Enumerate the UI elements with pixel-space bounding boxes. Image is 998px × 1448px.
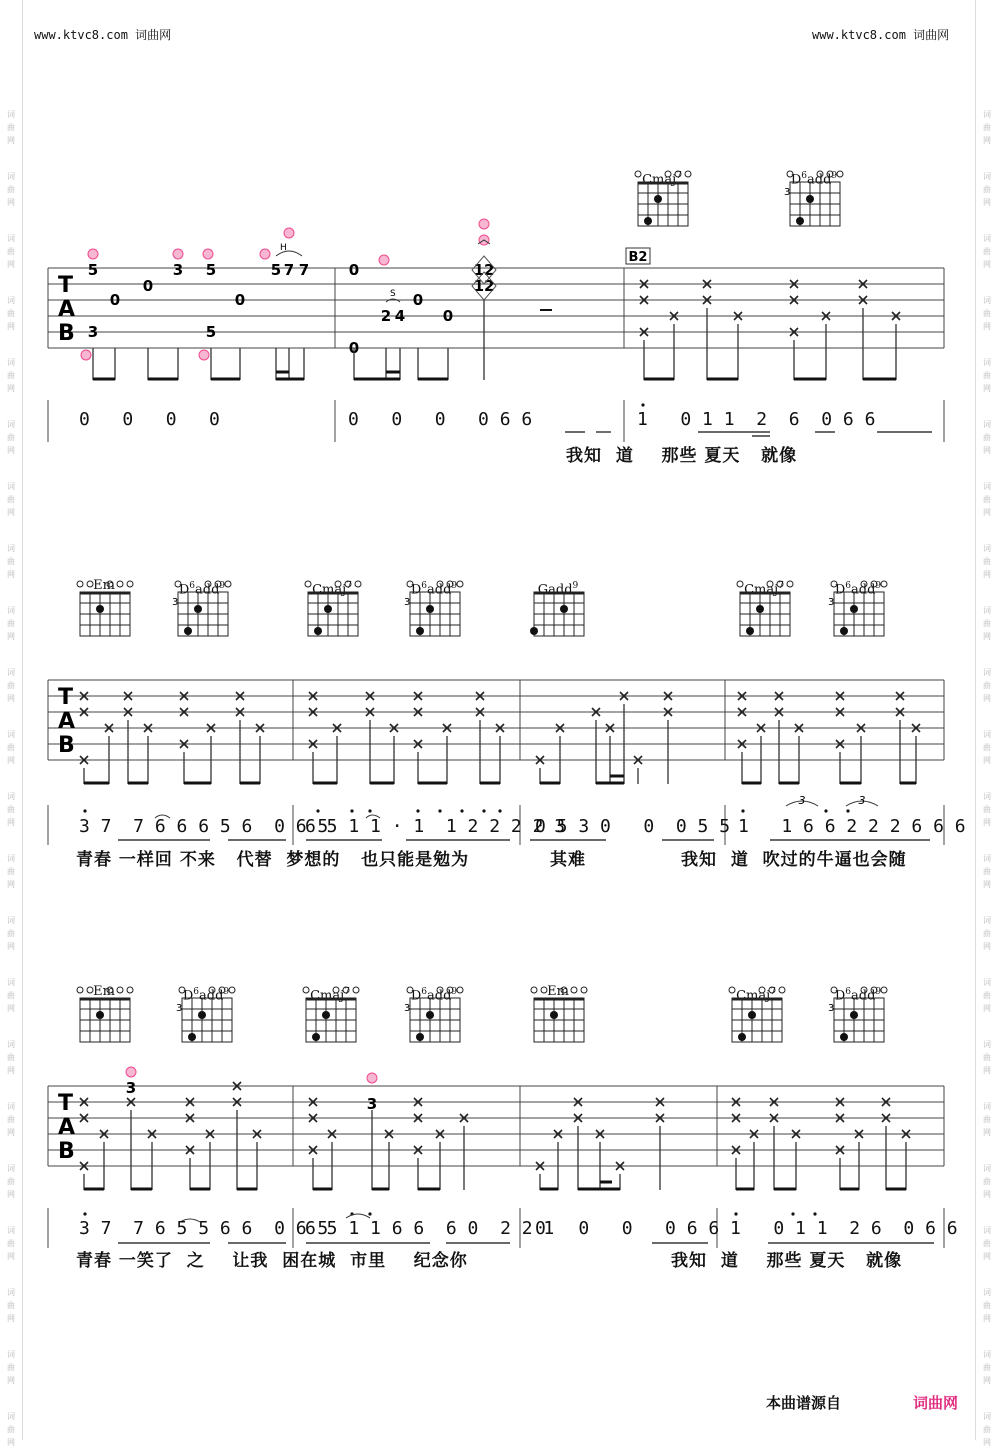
svg-text:0: 0 (234, 291, 246, 309)
svg-text:5: 5 (205, 261, 217, 279)
svg-text:3: 3 (828, 597, 835, 608)
watermark-glyph: 词 (983, 110, 991, 119)
svg-text:3: 3 (172, 597, 179, 608)
watermark-glyph: 词 (7, 234, 15, 243)
watermark-glyph: 曲 (7, 247, 15, 256)
watermark-glyph: 词 (983, 668, 991, 677)
watermark-glyph: 网 (7, 1190, 15, 1199)
watermark-glyph: 曲 (7, 867, 15, 876)
watermark-glyph: 网 (983, 136, 991, 145)
watermark-glyph: 词 (983, 1288, 991, 1297)
watermark-glyph: 词 (7, 296, 15, 305)
svg-text:0: 0 (109, 291, 121, 309)
svg-text:7: 7 (298, 261, 310, 279)
svg-text:0: 0 (348, 339, 360, 357)
watermark-glyph: 曲 (983, 371, 991, 380)
svg-text:0: 0 (442, 307, 454, 325)
watermark-glyph: 曲 (7, 1115, 15, 1124)
svg-text:3: 3 (172, 261, 184, 279)
watermark-glyph: 曲 (7, 1301, 15, 1310)
svg-text:3: 3 (176, 1003, 183, 1014)
chord-name: Cmaj$^7$ (744, 581, 784, 598)
watermark-glyph: 曲 (983, 123, 991, 132)
svg-text:S: S (390, 289, 396, 299)
svg-text:T: T (58, 1091, 74, 1116)
watermark-glyph: 词 (7, 1040, 15, 1049)
watermark-glyph: 曲 (7, 1425, 15, 1434)
jianpu-bar-5: 6 5 1 1 · 1 1 2 2 2 2 3 (305, 816, 566, 837)
watermark-glyph: 词 (7, 916, 15, 925)
watermark-glyph: 词 (983, 792, 991, 801)
x-noteheads-s3 (80, 1082, 910, 1170)
watermark-glyph: 曲 (983, 1053, 991, 1062)
watermark-glyph: 词 (983, 1102, 991, 1111)
watermark-glyph: 网 (983, 322, 991, 331)
svg-text:B: B (58, 321, 75, 346)
fret-marker: 3 (784, 187, 791, 198)
watermark-glyph: 网 (7, 880, 15, 889)
watermark-glyph: 词 (983, 854, 991, 863)
watermark-glyph: 词 (7, 482, 15, 491)
watermark-glyph: 网 (983, 942, 991, 951)
header-url-right[interactable]: www.ktvc8.com (812, 28, 906, 42)
watermark-glyph: 曲 (7, 681, 15, 690)
watermark-glyph: 曲 (983, 929, 991, 938)
watermark-glyph: 曲 (7, 1053, 15, 1062)
watermark-glyph: 词 (7, 668, 15, 677)
watermark-glyph: 词 (983, 1226, 991, 1235)
watermark-glyph: 网 (983, 1252, 991, 1261)
svg-text:3: 3 (366, 1095, 378, 1113)
watermark-glyph: 曲 (983, 495, 991, 504)
watermark-glyph: 词 (983, 1350, 991, 1359)
jianpu-bar-4: 3 7 7 6 6 6 5 6 0 6 5 (79, 816, 329, 837)
watermark-glyph: 网 (983, 632, 991, 641)
watermark-glyph: 词 (983, 544, 991, 553)
footer-source-label: 本曲谱源自 (766, 1394, 842, 1412)
watermark-glyph: 词 (7, 606, 15, 615)
svg-text:5: 5 (270, 261, 282, 279)
jianpu-bar-11: 1 0 1 1 2 6 0 6 6 (730, 1218, 958, 1239)
svg-text:2: 2 (380, 307, 392, 325)
watermark-glyph: 网 (983, 756, 991, 765)
watermark-glyph: 网 (983, 260, 991, 269)
lyrics-line-1: 我知 道 那些 夏天 就像 (566, 446, 798, 466)
watermark-glyph: 词 (983, 730, 991, 739)
svg-text:3: 3 (798, 794, 806, 807)
svg-text:3: 3 (858, 794, 866, 807)
watermark-glyph: 曲 (983, 309, 991, 318)
watermark-glyph: 词 (7, 420, 15, 429)
watermark-glyph: 词 (7, 1350, 15, 1359)
jianpu-bar-10: 0 0 0 0 6 6 (535, 1218, 720, 1239)
watermark-glyph: 网 (983, 880, 991, 889)
watermark-glyph: 网 (7, 1376, 15, 1385)
watermark-glyph: 词 (983, 978, 991, 987)
watermark-glyph: 网 (7, 1314, 15, 1323)
chord-name: Cmaj$^7$ (642, 171, 682, 188)
watermark-glyph: 曲 (983, 433, 991, 442)
svg-text:4: 4 (394, 307, 406, 325)
watermark-glyph: 曲 (983, 805, 991, 814)
watermark-glyph: 词 (7, 1288, 15, 1297)
watermark-glyph: 词 (7, 978, 15, 987)
watermark-glyph: 曲 (7, 991, 15, 1000)
watermark-glyph: 词 (7, 792, 15, 801)
watermark-glyph: 词 (983, 172, 991, 181)
svg-text:A: A (58, 1115, 76, 1140)
svg-text:12: 12 (473, 261, 495, 279)
svg-text:12: 12 (473, 277, 495, 295)
watermark-glyph: 网 (7, 1128, 15, 1137)
svg-text:3: 3 (87, 323, 99, 341)
watermark-glyph: 网 (7, 446, 15, 455)
watermark-glyph: 网 (7, 508, 15, 517)
watermark-glyph: 曲 (7, 495, 15, 504)
watermark-glyph: 词 (983, 234, 991, 243)
watermark-glyph: 网 (983, 446, 991, 455)
watermark-glyph: 词 (7, 1102, 15, 1111)
watermark-glyph: 曲 (983, 185, 991, 194)
watermark-glyph: 曲 (983, 1301, 991, 1310)
watermark-glyph: 词 (983, 1412, 991, 1421)
svg-text:A: A (58, 709, 76, 734)
watermark-glyph: 网 (7, 260, 15, 269)
header-url-left[interactable]: www.ktvc8.com (34, 28, 128, 42)
watermark-glyph: 网 (983, 198, 991, 207)
watermark-glyph: 曲 (7, 123, 15, 132)
watermark-glyph: 网 (7, 942, 15, 951)
watermark-glyph: 词 (983, 420, 991, 429)
watermark-glyph: 网 (7, 322, 15, 331)
watermark-glyph: 曲 (7, 929, 15, 938)
watermark-glyph: 词 (983, 296, 991, 305)
watermark-glyph: 网 (983, 1004, 991, 1013)
watermark-glyph: 曲 (7, 433, 15, 442)
svg-text:3: 3 (404, 597, 411, 608)
watermark-glyph: 网 (7, 136, 15, 145)
jianpu-bar-3: 1 0 1 1 2 6 0 6 6 (637, 409, 876, 430)
watermark-glyph: 词 (7, 1164, 15, 1173)
svg-text:A: A (58, 297, 76, 322)
watermark-glyph: 曲 (983, 1363, 991, 1372)
jianpu-bar-1: 0 0 0 0 (79, 409, 220, 430)
watermark-glyph: 曲 (983, 1239, 991, 1248)
watermark-glyph: 网 (7, 632, 15, 641)
chord-name: $D^6add^9$ (410, 987, 458, 1004)
watermark-glyph: 网 (983, 818, 991, 827)
chord-name: Cmaj$^7$ (736, 987, 776, 1004)
watermark-glyph: 曲 (7, 1239, 15, 1248)
watermark-glyph: 曲 (983, 743, 991, 752)
watermark-glyph: 网 (7, 570, 15, 579)
lyrics-line-3a: 青春 一笑了 之 让我 困在城 市里 纪念你 (76, 1251, 468, 1271)
chord-name: $D^6add^9$ (834, 581, 882, 598)
watermark-glyph: 词 (983, 606, 991, 615)
chord-name: $D^6add^9$ (834, 987, 882, 1004)
watermark-glyph: 网 (983, 1128, 991, 1137)
svg-text:B2: B2 (628, 250, 648, 265)
watermark-glyph: 曲 (7, 743, 15, 752)
watermark-glyph: 曲 (7, 371, 15, 380)
watermark-glyph: 曲 (7, 619, 15, 628)
chord-name: Cmaj$^7$ (312, 581, 352, 598)
watermark-glyph: 曲 (983, 867, 991, 876)
watermark-glyph: 曲 (7, 1363, 15, 1372)
watermark-glyph: 词 (7, 358, 15, 367)
watermark-glyph: 词 (7, 854, 15, 863)
watermark-glyph: 网 (7, 1004, 15, 1013)
watermark-glyph: 曲 (7, 805, 15, 814)
watermark-glyph: 曲 (983, 681, 991, 690)
watermark-glyph: 网 (7, 198, 15, 207)
svg-text:0: 0 (142, 277, 154, 295)
svg-text:3: 3 (404, 1003, 411, 1014)
watermark-glyph: 曲 (7, 309, 15, 318)
watermark-glyph: 词 (7, 730, 15, 739)
chord-name: $D^6add^9$ (790, 171, 838, 188)
chord-name: $D^6add^9$ (178, 581, 226, 598)
chord-name: $D^6add^9$ (410, 581, 458, 598)
watermark-glyph: 网 (7, 1066, 15, 1075)
watermark-glyph: 曲 (983, 557, 991, 566)
watermark-glyph: 曲 (983, 1425, 991, 1434)
svg-text:H: H (280, 243, 287, 253)
watermark-glyph: 词 (983, 482, 991, 491)
jianpu-bar-2: 0 0 0 0 6 6 (348, 409, 533, 430)
chord-name: Em (93, 578, 115, 593)
watermark-glyph: 网 (983, 1190, 991, 1199)
watermark-glyph: 曲 (983, 247, 991, 256)
watermark-glyph: 曲 (7, 557, 15, 566)
lyrics-line-2a: 青春 一样回 不来 代替 梦想的 也只能是勉为 (76, 850, 470, 870)
chord-name: Gadd$^9$ (537, 581, 579, 598)
chord-name: Em (547, 984, 569, 999)
watermark-glyph: 网 (7, 818, 15, 827)
watermark-glyph: 词 (983, 1040, 991, 1049)
svg-text:0: 0 (412, 291, 424, 309)
chord-name: Cmaj$^7$ (310, 987, 350, 1004)
watermark-glyph: 网 (983, 694, 991, 703)
watermark-glyph: 词 (983, 1164, 991, 1173)
svg-text:B: B (58, 1139, 75, 1164)
watermark-glyph: 网 (983, 570, 991, 579)
watermark-glyph: 词 (7, 110, 15, 119)
svg-text:T: T (58, 685, 74, 710)
svg-text:3: 3 (125, 1079, 137, 1097)
watermark-glyph: 网 (983, 508, 991, 517)
watermark-glyph: 词 (983, 916, 991, 925)
watermark-glyph: 曲 (983, 1115, 991, 1124)
lyrics-line-2c: 我知 道 吹过的牛逼也会随 (681, 850, 907, 870)
watermark-glyph: 词 (983, 358, 991, 367)
watermark-glyph: 网 (7, 694, 15, 703)
lyrics-line-3b: 我知 道 那些 夏天 就像 (671, 1251, 903, 1271)
svg-text:3: 3 (828, 1003, 835, 1014)
jianpu-bar-7: 1 1 6 6 2 2 2 6 6 6 (738, 816, 966, 837)
watermark-glyph: 网 (983, 384, 991, 393)
watermark-glyph: 词 (7, 544, 15, 553)
watermark-glyph: 曲 (983, 619, 991, 628)
chord-name: $D^6add^9$ (182, 987, 230, 1004)
watermark-glyph: 网 (983, 1066, 991, 1075)
watermark-glyph: 曲 (983, 1177, 991, 1186)
watermark-glyph: 词 (7, 1226, 15, 1235)
watermark-glyph: 词 (7, 172, 15, 181)
svg-text:5: 5 (205, 323, 217, 341)
watermark-glyph: 词 (7, 1412, 15, 1421)
watermark-glyph: 网 (983, 1376, 991, 1385)
watermark-glyph: 网 (983, 1314, 991, 1323)
svg-text:B: B (58, 733, 75, 758)
header-site-left[interactable]: 词曲网 (135, 28, 172, 42)
watermark-glyph: 网 (7, 756, 15, 765)
jianpu-bar-9: 6 5 1 1 6 6 6 0 2 2 1 (305, 1218, 555, 1239)
watermark-glyph: 曲 (7, 185, 15, 194)
watermark-glyph: 曲 (983, 991, 991, 1000)
watermark-glyph: 曲 (7, 1177, 15, 1186)
jianpu-bar-6: 0 5 3 0 0 0 5 5 (535, 816, 731, 837)
watermark-glyph: 网 (7, 1438, 15, 1447)
svg-text:T: T (58, 273, 74, 298)
svg-text:7: 7 (283, 261, 295, 279)
lyrics-line-2b: 其难 (550, 850, 586, 870)
watermark-glyph: 网 (7, 384, 15, 393)
chord-name: Em (93, 984, 115, 999)
svg-text:5: 5 (87, 261, 99, 279)
svg-text:0: 0 (348, 261, 360, 279)
jianpu-bar-8: 3 7 7 6 5 5 6 6 0 6 5 (79, 1218, 329, 1239)
watermark-glyph: 网 (7, 1252, 15, 1261)
header-site-right[interactable]: 词曲网 (913, 28, 950, 42)
footer-brand[interactable]: 词曲网 (913, 1394, 959, 1412)
watermark-glyph: 网 (983, 1438, 991, 1447)
